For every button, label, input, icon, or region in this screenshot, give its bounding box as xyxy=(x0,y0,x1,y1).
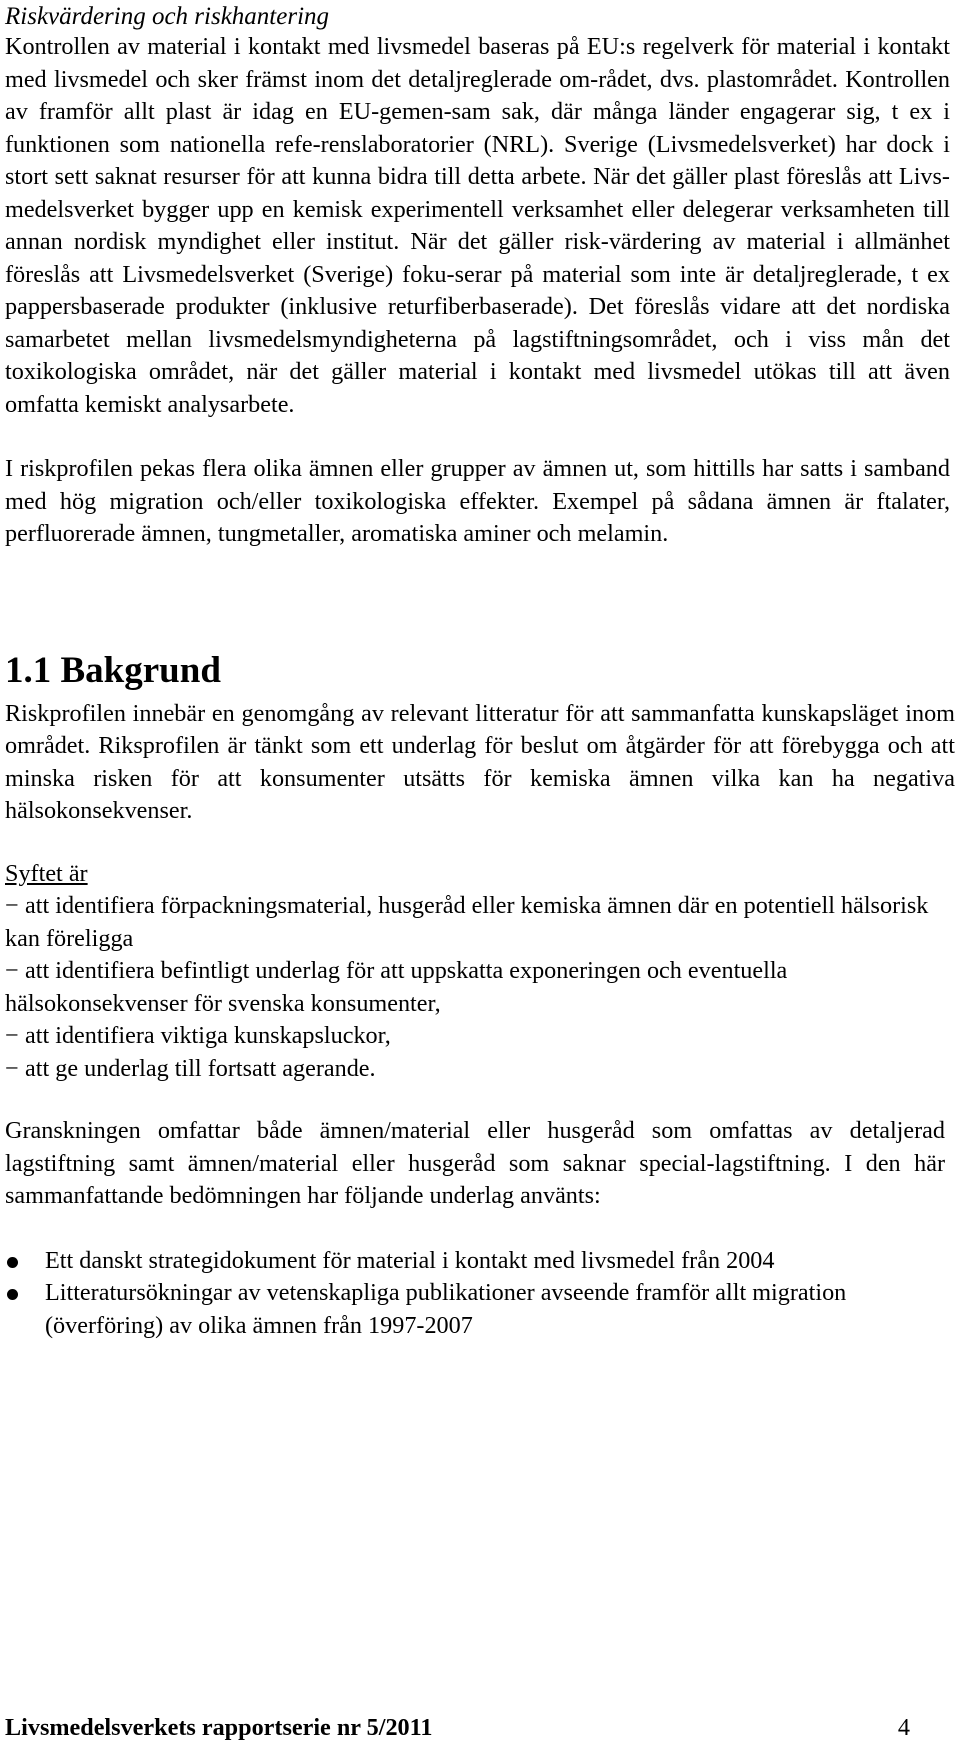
purpose-item-text: att ge underlag till fortsatt agerande. xyxy=(25,1054,376,1082)
purpose-item-text: att identifiera viktiga kunskapsluckor, xyxy=(25,1022,391,1049)
purpose-item xyxy=(5,1053,955,1086)
purpose-list xyxy=(5,890,955,1085)
page-number: 4 xyxy=(897,1714,910,1741)
bullet-icon xyxy=(7,1257,18,1268)
paragraph-background: Riskprofilen innebär en genomgång av relevant litteratur för att sammanfatta kunskapsläget inom området. Riksprofilen är tänkt som ett underlag för beslut om åtgärder för att förebygga och att minska risken för att konsumenter utsätts för kemiska ämnen vilka kan ha negativa hälsokonsekvenser. xyxy=(5,699,955,824)
dash-marker: − xyxy=(5,1054,19,1082)
paragraph-risk-management: Kontrollen av material i kontakt med livsmedel baseras på EU:s regelverk för material i kontakt med livsmedel och sker främst inom det detaljreglerade om-rådet, dvs. plastområdet. Kontrollen av framför allt plast är idag en EU-gemen-sam sak, där många länder engagerar sig, t ex i funktionen som nationella refe-renslaboratorier (NRL). Sverige (Livsmedelsverket) har dock i stort sett saknat resurser för att kunna bidra till detta arbete. När det gäller plast föreslås att Livs-medelsverket bygger upp en kemisk experimentell verksamhet eller delegerar verksamheten till annan nordisk myndighet eller institut. När det gäller risk-värdering av material i allmänhet föreslås att Livsmedelsverket (Sverige) foku-serar på material som inte är detaljreglerade, t ex pappersbaserade produkter (inklusive returfiberbaserade). Det föreslås vidare att det nordiska samarbetet mellan livsmedelsmyndigheterna på lagstiftningsområdet, och i viss mån det toxikologiska området, när det gäller material i kontakt med livsmedel utökas till att även omfatta kemiskt analysarbete. xyxy=(5,33,950,418)
paragraph-risk-profile-substances: I riskprofilen pekas flera olika ämnen eller grupper av ämnen ut, som hittills har satts i samband med hög migration och/eller toxikologiska effekter. Exempel på sådana ämnen är ftalater, perfluorerade ämnen, tungmetaller, aromatiska aminer och melamin. xyxy=(5,455,950,547)
list-item xyxy=(5,1277,955,1342)
document-page xyxy=(5,0,955,1342)
page-footer xyxy=(5,1713,910,1743)
list-item xyxy=(5,1245,955,1278)
purpose-item-text: att identifiera förpackningsmaterial, husgeråd eller kemiska ämnen där en potentiell hälsorisk kan föreligga xyxy=(5,892,929,952)
heading-bakgrund: 1.1 Bakgrund xyxy=(5,649,221,691)
list-item-text: Ett danskt strategidokument för material i kontakt med livsmedel från 2004 xyxy=(45,1246,775,1274)
purpose-item xyxy=(5,1020,955,1053)
bullet-icon xyxy=(7,1289,18,1300)
paragraph-review-scope: Granskningen omfattar både ämnen/material eller husgeråd som omfattas av detaljerad lagstiftning samt ämnen/material eller husgeråd som saknar special-lagstiftning. I den här sammanfattande bedömningen har följande underlag använts: xyxy=(5,1117,945,1209)
section-title: Riskvärdering och riskhantering xyxy=(5,3,330,30)
purpose-item xyxy=(5,890,955,955)
dash-marker: − xyxy=(5,957,19,984)
report-series: Livsmedelsverkets rapportserie nr 5/2011 xyxy=(5,1714,433,1741)
dash-marker: − xyxy=(5,1022,19,1049)
dash-marker: − xyxy=(5,892,19,919)
list-item-text: Litteratursökningar av vetenskapliga publikationer avseende framför allt migration (överföring) av olika ämnen från 1997-2007 xyxy=(45,1279,847,1339)
purpose-item-text: att identifiera befintligt underlag för att uppskatta exponeringen och eventuella hälsokonsekvenser för svenska konsumenter, xyxy=(5,957,788,1017)
purpose-label: Syftet är xyxy=(5,859,88,887)
purpose-item xyxy=(5,955,955,1020)
sources-list xyxy=(5,1245,955,1343)
